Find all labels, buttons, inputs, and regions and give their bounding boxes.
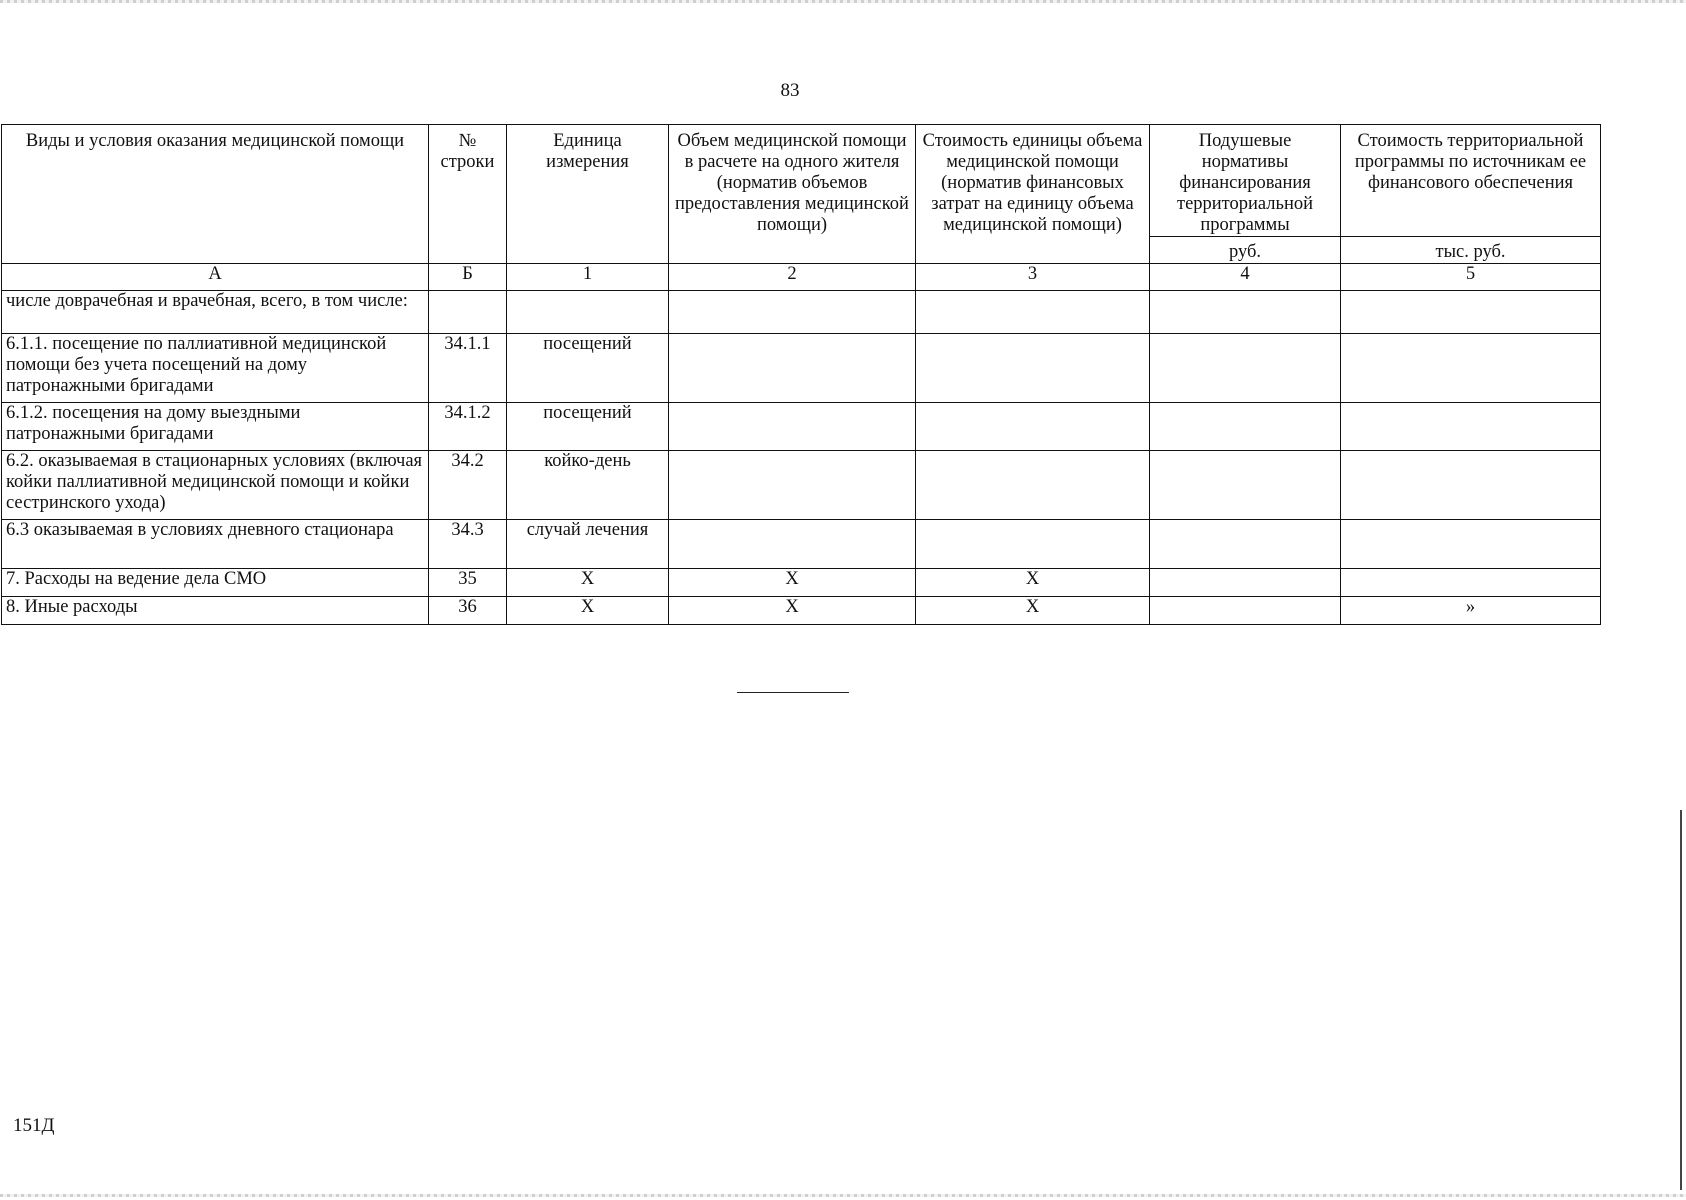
row-unit: койко-день xyxy=(507,451,669,520)
row-cost: X xyxy=(916,597,1150,625)
unit-rub: руб. xyxy=(1150,237,1341,264)
unit-thousand-rub: тыс. руб. xyxy=(1341,237,1601,264)
row-volume xyxy=(669,520,916,569)
row-cost xyxy=(916,291,1150,334)
scan-edge-right xyxy=(1680,810,1682,1190)
row-total xyxy=(1341,569,1601,597)
table-row xyxy=(2,291,1601,334)
table-row xyxy=(2,597,1601,625)
row-total xyxy=(1341,334,1601,403)
column-number: 1 xyxy=(507,264,669,291)
row-cost xyxy=(916,520,1150,569)
column-number-row xyxy=(2,264,1601,291)
row-unit: X xyxy=(507,597,669,625)
row-per-capita xyxy=(1150,291,1341,334)
row-unit xyxy=(507,291,669,334)
header-row xyxy=(2,125,1601,237)
row-volume xyxy=(669,291,916,334)
row-volume: X xyxy=(669,569,916,597)
header-unit: Единица измерения xyxy=(507,125,669,264)
header-volume: Объем медицинской помощи в расчете на одного жителя (норматив объемов предоставления медицинской помощи) xyxy=(669,125,916,264)
table-row xyxy=(2,520,1601,569)
row-volume xyxy=(669,451,916,520)
row-cost xyxy=(916,334,1150,403)
row-volume: X xyxy=(669,597,916,625)
row-volume xyxy=(669,403,916,451)
row-total xyxy=(1341,403,1601,451)
column-number: А xyxy=(2,264,429,291)
column-number: 2 xyxy=(669,264,916,291)
financing-table xyxy=(1,124,1601,625)
scan-edge-top xyxy=(0,0,1686,3)
row-line: 34.1.2 xyxy=(429,403,507,451)
row-line: 34.3 xyxy=(429,520,507,569)
header-line-number: № строки xyxy=(429,125,507,264)
row-per-capita xyxy=(1150,520,1341,569)
row-name: 6.2. оказываемая в стационарных условиях (включая койки паллиативной медицинской помощи и койки сестринского ухода) xyxy=(2,451,429,520)
row-total: » xyxy=(1341,597,1601,625)
header-per-capita: Подушевые нормативы финансирования территориальной программы xyxy=(1150,125,1341,237)
page-number: 83 xyxy=(780,80,800,101)
row-line: 35 xyxy=(429,569,507,597)
row-total xyxy=(1341,291,1601,334)
table-row xyxy=(2,403,1601,451)
column-number: 5 xyxy=(1341,264,1601,291)
row-line: 34.2 xyxy=(429,451,507,520)
header-program-cost: Стоимость территориальной программы по источникам ее финансового обеспечения xyxy=(1341,125,1601,237)
row-per-capita xyxy=(1150,403,1341,451)
row-cost: X xyxy=(916,569,1150,597)
footer-code: 151Д xyxy=(13,1115,55,1136)
column-number: 4 xyxy=(1150,264,1341,291)
row-name: 6.3 оказываемая в условиях дневного стационара xyxy=(2,520,429,569)
row-name: 6.1.1. посещение по паллиативной медицинской помощи без учета посещений на дому патронажными бригадами xyxy=(2,334,429,403)
row-per-capita xyxy=(1150,334,1341,403)
row-line xyxy=(429,291,507,334)
column-number: 3 xyxy=(916,264,1150,291)
row-total xyxy=(1341,520,1601,569)
row-cost xyxy=(916,451,1150,520)
table-row xyxy=(2,569,1601,597)
header-unit-cost: Стоимость единицы объема медицинской помощи (норматив финансовых затрат на единицу объема медицинской помощи) xyxy=(916,125,1150,264)
row-unit: случай лечения xyxy=(507,520,669,569)
end-divider-line xyxy=(737,692,849,693)
row-per-capita xyxy=(1150,451,1341,520)
header-care-type: Виды и условия оказания медицинской помощи xyxy=(2,125,429,264)
row-name: числе доврачебная и врачебная, всего, в том числе: xyxy=(2,291,429,334)
row-volume xyxy=(669,334,916,403)
row-line: 36 xyxy=(429,597,507,625)
row-line: 34.1.1 xyxy=(429,334,507,403)
row-name: 6.1.2. посещения на дому выездными патронажными бригадами xyxy=(2,403,429,451)
row-unit: посещений xyxy=(507,403,669,451)
row-per-capita xyxy=(1150,569,1341,597)
row-cost xyxy=(916,403,1150,451)
row-name: 7. Расходы на ведение дела СМО xyxy=(2,569,429,597)
scan-edge-bottom xyxy=(0,1194,1686,1197)
row-name: 8. Иные расходы xyxy=(2,597,429,625)
column-number: Б xyxy=(429,264,507,291)
table-row xyxy=(2,334,1601,403)
table-row xyxy=(2,451,1601,520)
row-unit: X xyxy=(507,569,669,597)
row-per-capita xyxy=(1150,597,1341,625)
row-total xyxy=(1341,451,1601,520)
row-unit: посещений xyxy=(507,334,669,403)
